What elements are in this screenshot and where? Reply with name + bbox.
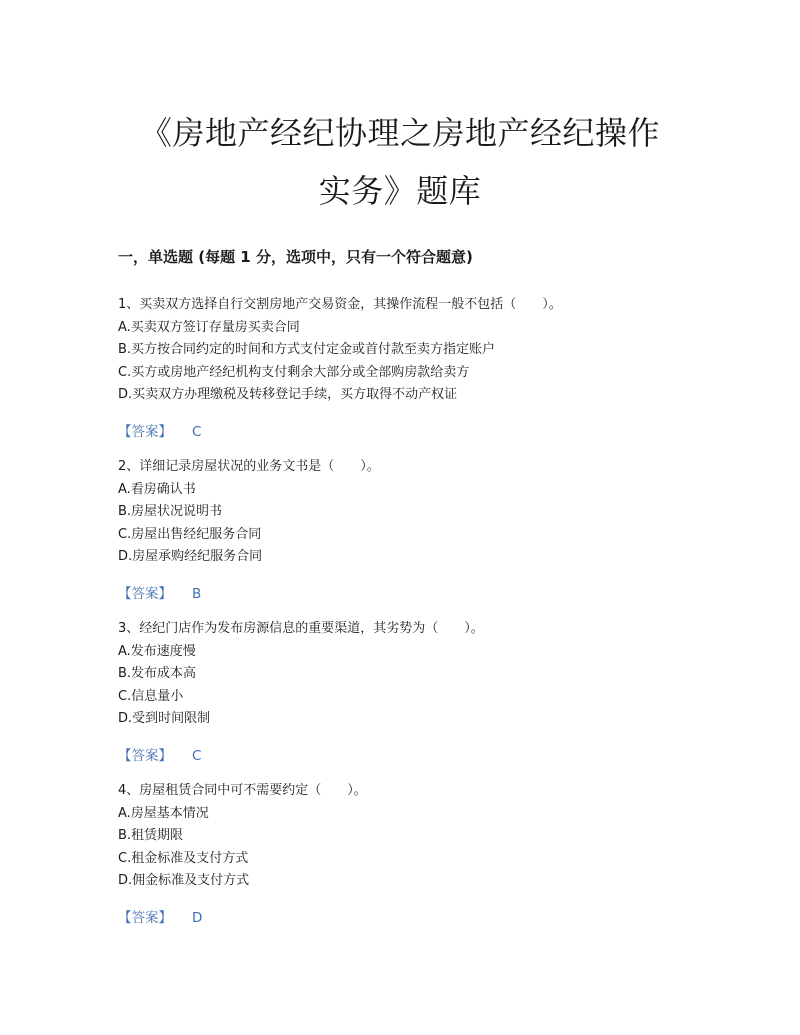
option-a: A.房屋基本情况 — [118, 805, 209, 821]
option-c: C.房屋出售经纪服务合同 — [118, 526, 262, 542]
answer-line — [118, 421, 718, 443]
option-a: A.发布速度慢 — [118, 643, 196, 659]
option-b: B.发布成本高 — [118, 666, 197, 681]
option-c: C.信息量小 — [118, 688, 184, 704]
answer-label: 【答案】 — [118, 423, 172, 440]
answer-value: B — [192, 585, 202, 602]
question-stem: 1、买卖双方选择自行交割房地产交易资金，其操作流程一般不包括（ ）。 — [118, 297, 562, 312]
answer-line — [118, 583, 718, 605]
option-c: C.买方或房地产经纪机构支付剩余大部分或全部购房款给卖方 — [118, 364, 470, 380]
question-stem: 3、经纪门店作为发布房源信息的重要渠道，其劣势为（ ）。 — [118, 621, 484, 636]
answer-line — [118, 745, 718, 767]
option-d: D.佣金标准及支付方式 — [118, 873, 250, 888]
option-d: D.受到时间限制 — [118, 711, 211, 726]
section-heading: 一，单选题 (每题 1 分，选项中，只有一个符合题意) — [118, 248, 473, 266]
answer-label: 【答案】 — [118, 747, 172, 764]
page-title-line-1: 《房地产经纪协理之房地产经纪操作 — [139, 114, 660, 152]
option-d: D.房屋承购经纪服务合同 — [118, 549, 263, 564]
page-title-line-2: 实务》题库 — [318, 172, 482, 210]
option-b: B.房屋状况说明书 — [118, 504, 223, 519]
page-title — [60, 104, 740, 220]
answer-value: C — [192, 747, 202, 764]
option-b: B.租赁期限 — [118, 828, 184, 843]
answer-value: C — [192, 423, 202, 440]
answer-value: D — [192, 909, 203, 926]
option-a: A.买卖双方签订存量房买卖合同 — [118, 319, 300, 335]
answer-label: 【答案】 — [118, 585, 172, 602]
option-d: D.买卖双方办理缴税及转移登记手续，买方取得不动产权证 — [118, 387, 458, 402]
question-3 — [118, 618, 718, 767]
question-2 — [118, 456, 718, 605]
answer-label: 【答案】 — [118, 909, 172, 926]
question-4 — [118, 780, 718, 929]
question-stem: 2、详细记录房屋状况的业务文书是（ ）。 — [118, 459, 380, 474]
question-stem: 4、房屋租赁合同中可不需要约定（ ）。 — [118, 783, 367, 798]
question-1 — [118, 294, 718, 443]
answer-line — [118, 907, 718, 929]
option-a: A.看房确认书 — [118, 481, 196, 497]
option-b: B.买方按合同约定的时间和方式支付定金或首付款至卖方指定账户 — [118, 342, 496, 357]
option-c: C.租金标准及支付方式 — [118, 850, 249, 866]
